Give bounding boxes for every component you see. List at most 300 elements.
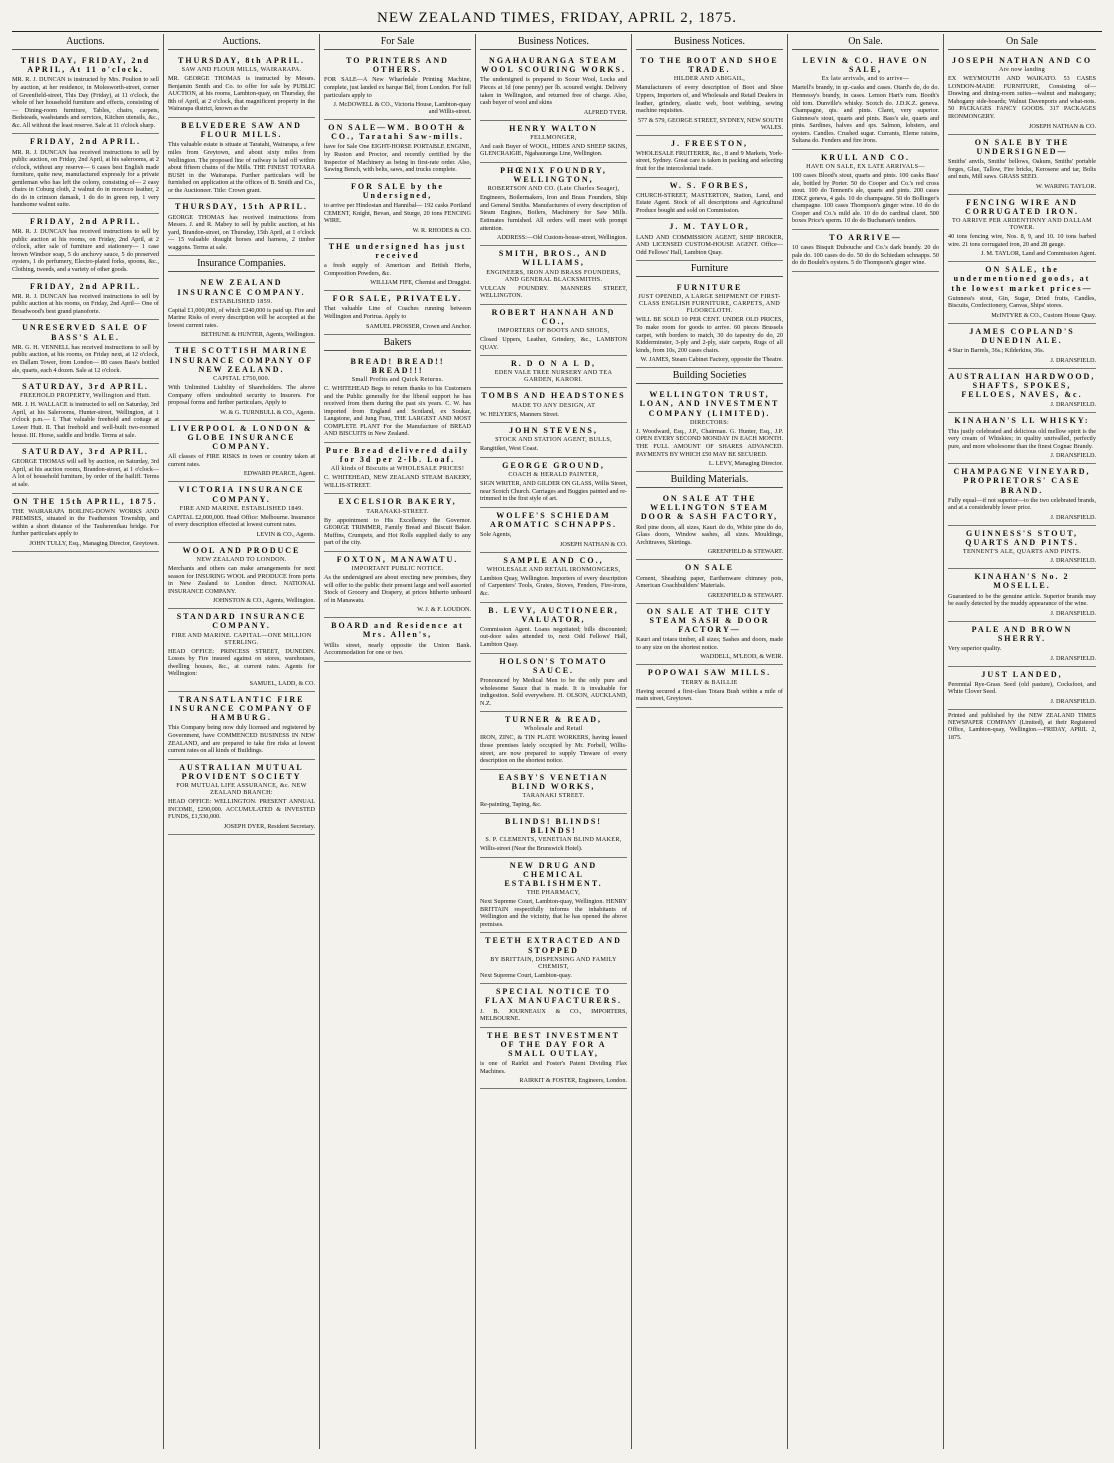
ad-subheading: TENNENT'S ALE, QUARTS AND PINTS. bbox=[962, 548, 1082, 556]
ad-headline: B. LEVY, AUCTIONEER, VALUATOR, bbox=[488, 605, 619, 624]
advertisement bbox=[480, 814, 627, 858]
advertisement bbox=[948, 369, 1096, 414]
ad-headline: HOLSON'S TOMATO SAUCE. bbox=[499, 656, 608, 675]
ad-signature: ALFRED TYER. bbox=[583, 108, 627, 116]
ad-headline: W. S. FORBES, bbox=[669, 180, 750, 190]
ad-headline: NEW ZEALAND INSURANCE COMPANY. bbox=[177, 278, 306, 297]
ad-body-text: Merchants and others can make arrangements for next season for INSURING WOOL and PRODUCE from ports in New Zealand to London direct. NATIONAL INSURANCE COMPANY. bbox=[168, 565, 315, 595]
ad-body-text: Perennial Rye-Grass Seed (old pasture), Cocksfoot, and White Clover Seed. bbox=[948, 680, 1096, 696]
advertisement bbox=[948, 667, 1096, 710]
columns-container bbox=[8, 34, 1106, 1449]
ad-body-text: Kauri and totara timber, all sizes; Sashes and doors, made to any size on the shortest notice. bbox=[636, 636, 783, 651]
ad-body-text: Lambton Quay, Wellington. Importers of every description of Carpenters' Tools, Grates, Stoves, Fenders, Fire-irons, &c. bbox=[480, 574, 627, 597]
ad-headline: TURNER & READ, bbox=[504, 715, 603, 725]
advertisement bbox=[168, 760, 315, 835]
advertisement bbox=[324, 443, 471, 495]
ad-body-text: C. WHITEHEAD Begs to return thanks to his Customers and the Public generally for the liberal support he has received from them during the past six years. C. W. has imported from England and Scotland, ex Soukar, Langstone, and Jung Frau, THE LARGEST AND MOST COMPLETE PLANT For the Manufacture of BREAD AND BISCUITS in New Zealand. bbox=[324, 384, 471, 438]
ad-body-text: to arrive per Hindostan and Hannibal— 192 casks Portland CEMENT, Knight, Bevan, and Sturge, 20 tons FENCING WIRE. bbox=[324, 202, 471, 225]
ad-subheading: TARANAKI-STREET. bbox=[366, 507, 429, 515]
advertisement bbox=[636, 604, 783, 666]
advertisement bbox=[480, 388, 627, 423]
ad-headline: SAMPLE AND CO., bbox=[503, 555, 604, 565]
advertisement bbox=[12, 53, 159, 134]
ad-headline: BELVEDERE SAW AND FLOUR MILLS. bbox=[181, 121, 302, 140]
ad-body-text: GEORGE THOMAS will sell by auction, on Saturday, 3rd April, at his auction rooms, Brandon-street, at 1 o'clock— A lot of household furniture, by order of the bailiff. Terms at sale. bbox=[12, 458, 159, 488]
ad-body-text: 100 cases Blood's stout, quarts and pints. 100 casks Bass' ale, bottled by Porter. 50 do Cooper and Co.'s red cross stout. 100 do Tennent's ale, quarts and pints. 200 cases JDKZ geneva, 4 gals. 10 do champagne. 50 do Bollinger's champagne. 100 cases Thompson's ginger wine. 10 do do Cooper and Co.'s mild ale. 10 do do cardinal claret. 500 boxes Price's sperm. 10 do do Buchanan's tenders. bbox=[792, 172, 939, 225]
ad-body-text: a fresh supply of American and British Herbs, Composition Powders, &c. bbox=[324, 262, 471, 277]
ad-signature: BETHUNE & HUNTER, Agents, Wellington. bbox=[200, 331, 315, 339]
ad-headline: VICTORIA INSURANCE COMPANY. bbox=[178, 485, 305, 504]
ad-subheading: FREEHOLD PROPERTY, Wellington and Hutt. bbox=[20, 392, 151, 400]
ad-headline: BLINDS! BLINDS! BLINDS! bbox=[505, 816, 602, 835]
ad-body-text: 4 Star in Barrels, 36s.; Kilderkins, 36s. bbox=[948, 347, 1045, 355]
ad-headline: KINAHAN'S LL WHISKY: bbox=[954, 416, 1090, 426]
advertisement bbox=[324, 552, 471, 618]
ad-headline: KINAHAN'S No. 2 MOSELLE. bbox=[974, 572, 1070, 591]
ad-body-text: 40 tons fencing wire, Nos. 8, 9, and 10. 10 tons barbed wire. 21 tons corrugated iron, 20 and 28 gauge. bbox=[948, 233, 1096, 248]
ad-subheading: FIRE AND MARINE. ESTABLISHED 1849. bbox=[179, 504, 304, 512]
ad-body-text: Smiths' anvils, Smiths' bellows, Oakum, Smiths' portable forges, Glue, Tallow, Fire bricks, Kerosene and tar, Bolts and nuts, Mill saws. GRASS SEED. bbox=[948, 157, 1096, 181]
ad-headline: THE undersigned has just received bbox=[328, 241, 467, 260]
ad-body-text: J. Woodward, Esq., J.P., Chairman. G. Hunter, Esq., J.P. OPEN EVERY SECOND MONDAY IN EACH MONTH. THE FULL AMOUNT OF SHARES ADVANCED. PAYMENTS BY WHICH £50 MAY BE SECURED. bbox=[636, 427, 783, 458]
ad-body-text: Capital £1,000,000, of which £240,000 is paid up. Fire and Marine Risks of every description will be accepted at the lowest current rates. bbox=[168, 306, 315, 329]
section-heading: Building Materials. bbox=[636, 472, 783, 488]
ad-body-text: This Company being now duly licensed and registered by Government, have COMMENCED BUSINESS IN NEW ZEALAND, and are prepared to take fire risks at lowest current rates on all kinds of Buildings. bbox=[168, 724, 315, 755]
imprint-footer: Printed and published by the NEW ZEALAND TIMES NEWSPAPER COMPANY (Limited), at their Registered Office, Lambton-quay, Wellington.—FRIDAY, APRIL 2, 1875. bbox=[948, 713, 1096, 741]
advertisement bbox=[792, 53, 939, 150]
ad-headline: ON SALE, the undermentioned goods, at the lowest market prices— bbox=[951, 265, 1093, 293]
ad-body-text: Having secured a first-class Totara Bush within a mile of main street, Greytown. bbox=[636, 687, 783, 703]
ad-body-text: VULCAN FOUNDRY. MANNERS STREET, WELLINGTON. bbox=[480, 284, 627, 300]
ad-headline: TO PRINTERS AND OTHERS. bbox=[346, 56, 449, 75]
ad-subheading: Are now landing bbox=[998, 66, 1046, 74]
section-heading: Auctions. bbox=[168, 34, 315, 50]
ad-body-text: J. B. JOURNEAUX & CO., IMPORTERS, MELBOURNE. bbox=[480, 1007, 627, 1023]
ad-body-text: Guaranteed to be the genuine article. Superior brands may be easily detected by the muddy appearance of the wine. bbox=[948, 592, 1096, 608]
ad-subheading: FELLMONGER, bbox=[530, 133, 577, 141]
ad-headline: FURNITURE bbox=[676, 283, 743, 293]
ad-signature: L. LEVY, Managing Director. bbox=[708, 460, 783, 468]
ad-subheading: CAPITAL £750,000. bbox=[213, 374, 270, 382]
ad-headline: AUSTRALIAN MUTUAL PROVIDENT SOCIETY bbox=[179, 762, 304, 781]
column-6 bbox=[788, 34, 944, 1449]
advertisement bbox=[324, 179, 471, 239]
ad-body-text: CAPITAL £2,000,000. Head Office: Melbourne. Insurance of every description effected at lowest current rates. bbox=[168, 513, 315, 529]
ad-signature: W. R. RHODES & CO. bbox=[412, 226, 471, 234]
ad-body-text: Next Supreme Court, Lambton-quay. bbox=[480, 971, 572, 979]
advertisement bbox=[480, 603, 627, 654]
ad-signature: J. DRANSFIELD. bbox=[1050, 557, 1096, 565]
ad-signature: J. DRANSFIELD. bbox=[1050, 401, 1096, 409]
ad-headline: TRANSATLANTIC FIRE INSURANCE COMPANY OF HAMBURG. bbox=[169, 694, 314, 723]
ad-headline: FOR SALE, PRIVATELY. bbox=[332, 294, 463, 304]
ad-body-text: Cement, Sheathing paper, Earthenware chimney pots, American Coachbuilders' Materials. bbox=[636, 574, 783, 590]
ad-body-text: Fully equal—if not superior—to the two celebrated brands, and at a considerably lower price. bbox=[948, 496, 1096, 512]
ad-subheading: STOCK AND STATION AGENT, BULLS, bbox=[495, 436, 612, 444]
ad-headline: TEETH EXTRACTED AND STOPPED bbox=[485, 936, 622, 955]
ad-headline: NGAHAURANGA STEAM WOOL SCOURING WORKS. bbox=[481, 56, 626, 75]
ad-body-text: is one of Rairkit and Foster's Patent Dividing Flax Machines. bbox=[480, 1060, 627, 1075]
ad-headline: THIS DAY, FRIDAY, 2nd APRIL, At 11 o'clock. bbox=[20, 56, 151, 75]
ad-subheading: HAVE ON SALE, EX LATE ARRIVALS— bbox=[806, 163, 925, 171]
advertisement bbox=[12, 379, 159, 444]
advertisement bbox=[168, 543, 315, 609]
advertisement bbox=[480, 654, 627, 713]
ad-subheading: IMPORTERS OF BOOTS AND SHOES, bbox=[497, 327, 610, 334]
ad-signature: WADDELL, M'LEOD, & WEIR. bbox=[700, 653, 783, 661]
section-heading: On Sale bbox=[948, 34, 1096, 50]
advertisement bbox=[324, 239, 471, 292]
ad-body-text: With Unlimited Liability of Shareholders. The above Company offers undoubted security to Insurers. For proposal forms and further particulars, Apply to bbox=[168, 383, 315, 407]
ad-signature: GREENFIELD & STEWART. bbox=[707, 591, 783, 599]
ad-headline: FENCING WIRE AND CORRUGATED IRON. bbox=[964, 197, 1080, 216]
ad-body-text: All classes of FIRE RISKS in town or country taken at current rates. bbox=[168, 453, 315, 468]
ad-body-text: Sole Agents, bbox=[480, 531, 512, 539]
ad-headline: J. M. TAYLOR, bbox=[669, 222, 750, 232]
ad-subheading: EDEN VALE TREE NURSERY AND TEA GARDEN, KARORI. bbox=[494, 369, 613, 384]
advertisement bbox=[636, 560, 783, 603]
ad-subheading: BY BRITTAIN, DISPENSING AND FAMILY CHEMIST, bbox=[490, 955, 617, 970]
ad-body-text: MR. R. J. DUNCAN is instructed by Mrs. Poulton to sell by auction, at her residence, in Molesworth-street, corner of Greenfield-street, This Day (Friday), at 11 o'clock, the whole of her household furniture and effects, consisting of— Dining-room furniture, Tables, chairs, carpets, Bedsteads, washstands and services, Kitchen utensils, &c., &c. All without the least reserve. Sale at 11 o'clock sharp. bbox=[12, 76, 159, 129]
advertisement bbox=[480, 712, 627, 769]
section-heading: Building Societies bbox=[636, 368, 783, 384]
ad-body-text: Martell's brandy, in qr.-casks and cases. Otard's do, do do. Hennessy's brandy, in cases. Lemon Hart's rum. Booth's old tom. Dunville's whisky. Scotch do. J.D.K.Z. geneva. Champagne, qts. and pints. Claret, very superior. Guinness's stout, quarts and pints. Bass's ale, quarts and pints. Sardines, halves and qrs. Salmon, lobsters, and oysters. Candles. Crushed sugar. Currants, Eleme raisins, Sultana do. Fenders and fire irons. bbox=[792, 84, 939, 145]
advertisement bbox=[636, 136, 783, 178]
ad-signature: J. DRANSFIELD. bbox=[1050, 452, 1096, 460]
ad-body-text: Rangitikei, West Coast. bbox=[480, 445, 539, 453]
advertisement bbox=[948, 464, 1096, 526]
ad-body-text: Commission Agent. Loans negotiated; bills discounted; out-door sales attended to, next Odd Fellows' Hall, Lambton Quay. bbox=[480, 625, 627, 648]
ad-headline: THURSDAY, 8th APRIL. bbox=[178, 56, 305, 65]
ad-headline: JOSEPH NATHAN AND CO bbox=[951, 56, 1093, 65]
section-heading: Bakers bbox=[324, 335, 471, 351]
ad-subheading: TERRY & BAILLIE bbox=[681, 678, 738, 686]
ad-body-text: Next Supreme Court, Lambton-quay, Wellington. HENRY BRITTAIN respectfully informs the inhabitants of Wellington and the vicinity, that he has opened the above premises. bbox=[480, 898, 627, 928]
ad-headline: FRIDAY, 2nd APRIL. bbox=[30, 137, 141, 147]
advertisement bbox=[636, 53, 783, 136]
advertisement bbox=[168, 421, 315, 483]
ad-headline: SATURDAY, 3rd APRIL. bbox=[22, 447, 149, 457]
ad-signature: JOSEPH NATHAN & CO. bbox=[559, 540, 627, 548]
ad-body-text: The undersigned is prepared to Scour Wool, Locks and Pieces at 1d (one penny) per lb. scoured weight. Delivery taken in Wellington, and returned free of charge. Also, cash buyer of wool and skins bbox=[480, 76, 627, 107]
ad-body-text: Closed Uppers, Leather, Grindery, &c., LAMBTON QUAY. bbox=[480, 336, 627, 351]
column-2 bbox=[164, 34, 320, 1449]
ad-subheading: TO ARRIVE PER ARDENTINNY AND DALLAM TOWER. bbox=[952, 217, 1092, 231]
advertisement bbox=[480, 121, 627, 163]
ad-signature: ADDRESS:—Old Custom-house-street, Wellington. bbox=[496, 234, 627, 242]
advertisement bbox=[480, 984, 627, 1028]
advertisement bbox=[480, 553, 627, 603]
ad-headline: TO ARRIVE— bbox=[829, 233, 902, 242]
section-heading: Furniture bbox=[636, 261, 783, 277]
ad-signature: J. DRANSFIELD. bbox=[1050, 356, 1096, 364]
advertisement bbox=[948, 526, 1096, 569]
ad-subheading: HILDER AND ABIGAIL, bbox=[673, 75, 746, 83]
ad-headline: JUST LANDED, bbox=[981, 669, 1063, 679]
ad-body-text: HEAD OFFICE: PRINCESS STREET, DUNEDIN. Losses by Fire insured against on stores, warehouses, dwelling houses, &c., at current rates. Agents for Wellington: bbox=[168, 647, 315, 678]
ad-body-text: As the undersigned are about erecting new premises, they will offer to the public their present large and well assorted Stock of Grocery and Drapery, at prices hitherto unheard of in Manawatu. bbox=[324, 574, 471, 604]
advertisement bbox=[480, 1028, 627, 1090]
ad-headline: JOHN STEVENS, bbox=[509, 426, 598, 436]
ad-headline: THE SCOTTISH MARINE INSURANCE COMPANY OF NEW ZEALAND. bbox=[169, 346, 314, 374]
ad-subheading: SAW AND FLOUR MILLS, WAIRARAPA. bbox=[181, 66, 302, 74]
ad-body-text: Guinness's stout, Gin, Sugar, Dried fruits, Candles, Biscuits, Confectionery, Canvas, Ships' stores. bbox=[948, 294, 1096, 310]
ad-signature: McINTYRE & CO., Custom House Quay. bbox=[991, 311, 1096, 319]
ad-subheading: TARANAKI STREET. bbox=[522, 792, 585, 799]
ad-headline: WOLFE'S SCHIEDAM AROMATIC SCHNAPPS. bbox=[490, 510, 617, 529]
ad-headline: FOXTON, MANAWATU. bbox=[336, 554, 459, 564]
ad-body-text: MR. R. J. DUNCAN has received instructions to sell by public auction at his rooms, on Friday, 2nd April— One of Broadwood's best grand pianoforte. bbox=[12, 292, 159, 315]
ad-body-text: Red pine doors, all sizes, Kauri do do, White pine do do, Glass doors, Window sashes, all sizes. Mouldings, Architraves, Skirtings. bbox=[636, 523, 783, 546]
ad-subheading: WHOLESALE AND RETAIL IRONMONGERS, bbox=[486, 565, 621, 573]
advertisement bbox=[636, 665, 783, 707]
ad-headline: TOMBS AND HEADSTONES bbox=[481, 391, 626, 401]
ad-headline: BOARD and Residence at Mrs. Allen's, bbox=[331, 621, 464, 640]
ad-headline: ON SALE—WM. BOOTH & CO., Taratahi Saw-mills. bbox=[328, 123, 467, 142]
ad-body-text: And cash Buyer of WOOL, HIDES AND SHEEP SKINS, GLENCRAIGIE, Ngahauranga Line, Wellington. bbox=[480, 142, 627, 158]
ad-signature: 577 & 579, GEORGE STREET, SYDNEY, NEW SOUTH WALES. bbox=[637, 116, 783, 131]
column-3 bbox=[320, 34, 476, 1449]
ad-headline: FOR SALE by the Undersigned, bbox=[351, 181, 444, 200]
ad-body-text: FOR SALE—A New Wharfedale Printing Machine, complete, just landed ex barque Bel, from London. For full particulars apply to bbox=[324, 76, 471, 99]
ad-body-text: Willis street, nearly opposite the Union Bank. Accommodation for one or two. bbox=[324, 641, 471, 657]
advertisement bbox=[324, 53, 471, 120]
section-heading: For Sale bbox=[324, 34, 471, 50]
advertisement bbox=[168, 343, 315, 420]
ad-subheading: JUST OPENED, A LARGE SHIPMENT OF FIRST-CLASS ENGLISH FURNITURE, CARPETS, AND FLOORCLOTH. bbox=[638, 293, 781, 315]
column-5 bbox=[632, 34, 788, 1449]
ad-headline: KRULL AND CO. bbox=[821, 152, 910, 162]
advertisement bbox=[948, 262, 1096, 324]
ad-body-text: SIGN WRITER, AND GILDER ON GLASS, Willis Street, near Scotch Church. Carriages and Buggies painted and re-trimmed in the first style of art. bbox=[480, 480, 627, 503]
ad-body-text: Re-painting, Taping, &c. bbox=[480, 801, 542, 808]
section-heading: On Sale. bbox=[792, 34, 939, 50]
ad-signature: W. J. & F. LOUDON. bbox=[417, 606, 471, 614]
ad-signature: J. DRANSFIELD. bbox=[1050, 698, 1096, 705]
ad-headline: SMITH, BROS., AND WILLIAMS, bbox=[498, 249, 609, 268]
advertisement bbox=[480, 458, 627, 508]
ad-headline: FRIDAY, 2nd APRIL. bbox=[30, 281, 141, 291]
ad-headline: BREAD! BREAD!! BREAD!!! bbox=[350, 356, 445, 375]
section-heading: Business Notices. bbox=[636, 34, 783, 50]
ad-body-text: HEAD OFFICE: WELLINGTON. PRESENT ANNUAL INCOME, £290,000. ACCUMULATED & INVESTED FUNDS, £1,530,000. bbox=[168, 798, 315, 821]
advertisement bbox=[792, 230, 939, 272]
ad-subheading: THE PHARMACY, bbox=[526, 889, 581, 897]
ad-signature: W. & G. TURNBULL & CO., Agents. bbox=[220, 408, 315, 416]
ad-body-text: This valuable estate is situate at Taratahi, Wairarapa, a few miles from Greytown, and about sixty miles from Wellington. The proposed line of railway is laid off within about fifteen chains of the Mills. THE FINEST TOTARA BUSH in the Wairarapa. Further particulars will be furnished on application at the offices of B. Smith and Co., or the Auctioneer. Title: Crown grant. bbox=[168, 141, 315, 194]
advertisement bbox=[12, 214, 159, 279]
advertisement bbox=[168, 482, 315, 543]
advertisement bbox=[792, 150, 939, 230]
ad-subheading: Ex late arrivals, and to arrive— bbox=[821, 75, 910, 83]
ad-headline: ROBERT HANNAH AND CO., bbox=[491, 307, 616, 326]
ad-headline: ON SALE bbox=[685, 563, 734, 573]
ad-signature: LEVIN & CO., Agents. bbox=[256, 530, 315, 538]
ad-signature: JOHN TULLY, Esq., Managing Director, Greytown. bbox=[29, 539, 159, 547]
ad-body-text: MR. J. H. WALLACE is instructed to sell on Saturday, 3rd April, at his Salerooms, Hunter-street, Wellington, at 1 o'clock p.m.— I. That valuable freehold and cottage at Lower Hutt. II. That freehold and well-built two-roomed house. III. Horse, saddle and bridle. Terms at sale. bbox=[12, 401, 159, 439]
advertisement bbox=[948, 53, 1096, 135]
ad-headline: ON SALE AT THE CITY STEAM SASH & DOOR FACTORY— bbox=[646, 606, 773, 634]
ad-headline: EASBY'S VENETIAN BLIND WORKS, bbox=[498, 772, 609, 791]
ad-body-text: By appointment to His Excellency the Governor. GEORGE TRIMMER, Family Bread and Biscuit Baker. Muffins, Crumpets, and Hot Rolls supplied daily to any part of the city. bbox=[324, 516, 471, 547]
section-heading: Auctions. bbox=[12, 34, 159, 50]
ad-body-text: THE WAIRARAPA BOILING-DOWN WORKS AND PREMISES, situated in the Featherston Township, and within a short distance of the Tauherenikau bridge. For further particulars apply to bbox=[12, 507, 159, 538]
advertisement bbox=[168, 53, 315, 118]
advertisement bbox=[636, 491, 783, 560]
advertisement bbox=[480, 770, 627, 814]
ad-headline: EXCELSIOR BAKERY, bbox=[338, 497, 457, 507]
advertisement bbox=[948, 324, 1096, 369]
ad-headline: NEW DRUG AND CHEMICAL ESTABLISHMENT. bbox=[504, 860, 603, 888]
ad-body-text: WILL BE SOLD 10 PER CENT. UNDER OLD PRICES, To make room for goods to arrive. 60 pieces Brussels carpet, with borders to match, 30 do tapestry do do, 20 Kidderminster, 3-ply and 2-ply, stair carpets, Rugs of all kinds, from 10s, 200 cases chairs. bbox=[636, 316, 783, 354]
column-7 bbox=[944, 34, 1100, 1449]
ad-body-text: MR. G. H. VENNELL has received instructions to sell by public auction, at his rooms, on Friday next, at 12 o'clock, ex Dallam Tower, from London— 80 cases Bass's bottled ale, quarts, each 4 dozen. Sale at 12 o'clock. bbox=[12, 343, 159, 374]
advertisement bbox=[948, 195, 1096, 263]
ad-body-text: Manufacturers of every description of Boot and Shoe Uppers, Importers of, and Wholesale and Retail Dealers in leather, grindery, elastic web, boot webbing, sewing machine requisites. bbox=[636, 84, 783, 115]
advertisement bbox=[324, 354, 471, 443]
ad-headline: POPOWAI SAW MILLS. bbox=[647, 668, 772, 678]
ad-signature: J. DRANSFIELD. bbox=[1050, 513, 1096, 521]
ad-headline: WOOL AND PRODUCE bbox=[182, 545, 301, 555]
ad-body-text: Pronounced by Medical Men to be the only pure and wholesome Sauce that is made. It is invaluable for indigestion. Sold everywhere. H. OLSON, AUCKLAND, N.Z. bbox=[480, 676, 627, 707]
ad-body-text: WHOLESALE FRUITERER, &c., 8 and 9 Markets, York-street, Sydney. Great care is taken in packing and selecting fruit for the intercolonial trade. bbox=[636, 149, 783, 172]
ad-body-text: This justly celebrated and delicious old mellow spirit is the very cream of Whiskies; in quality unrivalled, perfectly pure, and more wholesome than the finest Cognac Brandy. bbox=[948, 427, 1096, 450]
advertisement bbox=[480, 933, 627, 984]
advertisement bbox=[636, 178, 783, 220]
advertisement bbox=[480, 163, 627, 246]
ad-headline: PHŒNIX FOUNDRY, WELLINGTON, bbox=[500, 165, 607, 185]
ad-headline: STANDARD INSURANCE COMPANY. bbox=[176, 612, 307, 631]
advertisement bbox=[324, 618, 471, 662]
advertisement bbox=[948, 622, 1096, 667]
ad-subheading: S. P. CLEMENTS, VENETIAN BLIND MAKER, bbox=[485, 835, 622, 843]
ad-signature: J. DRANSFIELD. bbox=[1050, 609, 1096, 617]
ad-body-text: MR. GEORGE THOMAS is instructed by Messrs. Benjamin Smith and Co. to offer for sale by PUBLIC AUCTION, at his rooms, Lambton-quay, on Thursday, the 8th of April, at 2 o'clock, that magnificent property in the Wairarapa district, known as the bbox=[168, 75, 315, 113]
advertisement bbox=[168, 118, 315, 199]
ad-signature: W. JAMES, Steam Cabinet Factory, opposite the Theatre. bbox=[640, 356, 783, 364]
ad-signature: RAIRKIT & FOSTER, Engineers, London. bbox=[519, 1077, 627, 1085]
ad-body-text: W. HELYER'S, Manners Street. bbox=[480, 410, 559, 418]
advertisement bbox=[12, 134, 159, 214]
ad-subheading: ENGINEERS, IRON AND BRASS FOUNDERS, AND GENERAL BLACKSMITHS. bbox=[486, 268, 621, 283]
ad-subheading: ESTABLISHED 1859. bbox=[210, 297, 273, 305]
ad-subheading: FIRE AND MARINE. CAPITAL—ONE MILLION STERLING. bbox=[171, 631, 312, 646]
ad-headline: GUINNESS'S STOUT, QUARTS AND PINTS. bbox=[965, 528, 1079, 548]
ad-body-text: GEORGE THOMAS has received instructions from Messrs. J. and R. Mabey to sell by public auction, at his yard, Brandon-street, on Thursday, 15th April, at 1 o'clock— 15 valuable draught horses and harness, 2 timber waggons. Terms at sale. bbox=[168, 213, 315, 251]
advertisement bbox=[168, 199, 315, 256]
ad-subheading: NEW ZEALAND TO LONDON. bbox=[196, 556, 287, 563]
ad-signature: EDWARD PEARCE, Agent. bbox=[243, 470, 315, 478]
advertisement bbox=[12, 444, 159, 493]
advertisement bbox=[636, 219, 783, 261]
advertisement bbox=[480, 305, 627, 357]
masthead: NEW ZEALAND TIMES, FRIDAY, APRIL 2, 1875. bbox=[12, 10, 1102, 32]
ad-body-text: Engineers, Boilermakers, Iron and Brass Founders, Ship and General Smiths. Manufacturers of every description of Steam Engines, Boilers, Machinery for Saw Mills. Estimates furnished. All orders will meet with prompt attention. bbox=[480, 194, 627, 232]
ad-headline: THURSDAY, 15th APRIL. bbox=[175, 202, 308, 212]
advertisement bbox=[480, 858, 627, 934]
ad-signature: W. WARING TAYLOR. bbox=[1035, 182, 1096, 190]
ad-subheading: Small Profits and Quick Returns. bbox=[351, 375, 444, 383]
ad-signature: WILLIAM FIFE, Chemist and Druggist. bbox=[370, 279, 471, 287]
advertisement bbox=[168, 692, 315, 760]
ad-headline: THE BEST INVESTMENT OF THE DAY FOR A SMALL OUTLAY, bbox=[487, 1030, 620, 1059]
advertisement bbox=[948, 569, 1096, 622]
ad-signature: J. McDOWELL & CO., Victoria House, Lambton-quay and Willis-street. bbox=[333, 101, 471, 116]
ad-signature: SAMUEL PROSSER, Crown and Anchor. bbox=[366, 322, 471, 330]
ad-subheading: MADE TO ANY DESIGN, AT bbox=[511, 401, 596, 409]
ad-headline: WELLINGTON TRUST, LOAN, AND INVESTMENT COMPANY (LIMITED). bbox=[639, 390, 780, 418]
ad-headline: ON SALE BY THE UNDERSIGNED— bbox=[974, 137, 1070, 156]
ad-body-text: MR. R. J. DUNCAN has received instructions to sell by public auction, on Friday, 2nd April, at his salerooms, at 2 o'clock, without any reserve— 6 cases best English made furniture, quite new, manufactured expressly for a private gentleman who has left the colony, consisting of— 2 easy chairs in Coburg cloth, 2 walnut do in morocco leather, 2 do do in crimson damask, 1 do do in green rep, 1 very handsome walnut suite. bbox=[12, 148, 159, 209]
ad-headline: Pure Bread delivered daily for 3d per 2-lb. Loaf. bbox=[325, 445, 470, 465]
ad-signature: JOSEPH DYER, Resident Secretary. bbox=[223, 822, 315, 830]
column-1 bbox=[8, 34, 164, 1449]
advertisement bbox=[324, 291, 471, 334]
advertisement bbox=[480, 53, 627, 121]
ad-body-text: IRON, ZINC, & TIN PLATE WORKERS, having leased those premises lately occupied by Mr. Forbell, Willis-street, are now prepared to supply Tinware of every description on the shortest notice. bbox=[480, 734, 627, 765]
ad-signature: JOSEPH NATHAN & CO. bbox=[1028, 122, 1096, 130]
ad-subheading: Wholesale and Retail bbox=[524, 725, 583, 733]
ad-body-text: CHURCH-STREET, MASTERTON, Station, Land, and Estate Agent. Stock of all descriptions and Agricultural Produce bought and sold on Commission. bbox=[636, 191, 783, 214]
advertisement bbox=[948, 413, 1096, 464]
advertisement bbox=[12, 494, 159, 552]
ad-body-text: have for Sale One EIGHT-HORSE PORTABLE ENGINE, by Ruston and Proctor, and recently certified by the Inspector of Machinery as being in first-rate order. Also, Sawing Bench, with belts, saws, and trucks complete. bbox=[324, 143, 471, 174]
section-heading: Insurance Companies. bbox=[168, 256, 315, 272]
advertisement bbox=[12, 279, 159, 321]
advertisement bbox=[636, 387, 783, 472]
ad-headline: LIVERPOOL & LONDON & GLOBE INSURANCE COMPANY. bbox=[170, 423, 313, 451]
ad-headline: J. FREESTON, bbox=[671, 138, 748, 148]
ad-body-text: C. WHITEHEAD, NEW ZEALAND STEAM BAKERY, WILLIS-STREET. bbox=[324, 474, 471, 489]
ad-subheading: COACH & HERALD PAINTER, bbox=[508, 471, 599, 478]
ad-subheading: IMPORTANT PUBLIC NOTICE. bbox=[351, 565, 444, 572]
column-4 bbox=[476, 34, 632, 1449]
ad-headline: R. D O N A L D, bbox=[510, 359, 597, 369]
ad-headline: UNRESERVED SALE OF BASS'S ALE. bbox=[22, 323, 149, 342]
advertisement bbox=[480, 246, 627, 305]
advertisement bbox=[12, 320, 159, 379]
ad-headline: CHAMPAGNE VINEYARD, PROPRIETORS' CASE BRAND. bbox=[953, 467, 1091, 495]
advertisement bbox=[168, 275, 315, 343]
ad-body-text: MR. R. J. DUNCAN has received instructions to sell by public auction at his rooms, on Friday, 2nd April, at 2 o'clock, after sale of furniture and stationery— 1 case brown Windsor soap, 5 do anchovy sauce, 5 do preserved oysters, 1 do perfumery, Electro-plated forks, spoons, &c., Clothing, tweeds, and a variety of other goods. bbox=[12, 228, 159, 273]
ad-headline: LEVIN & CO. HAVE ON SALE, bbox=[802, 56, 929, 75]
advertisement bbox=[324, 120, 471, 179]
ad-signature: J. DRANSFIELD. bbox=[1050, 654, 1096, 662]
ad-signature: GREENFIELD & STEWART. bbox=[707, 548, 783, 556]
ad-headline: FRIDAY, 2nd APRIL. bbox=[30, 217, 141, 226]
advertisement bbox=[324, 494, 471, 551]
ad-headline: AUSTRALIAN HARDWOOD, SHAFTS, SPOKES, FELLOES, NAVES, &c. bbox=[948, 371, 1096, 400]
ad-headline: JAMES COPLAND'S DUNEDIN ALE. bbox=[969, 326, 1075, 345]
ad-subheading: FOR MUTUAL LIFE ASSURANCE, &c. NEW ZEALAND BRANCH: bbox=[176, 782, 307, 797]
ad-body-text: That valuable Line of Coaches running between Wellington and Porirua. Apply to bbox=[324, 305, 471, 320]
ad-signature: J. M. TAYLOR, Land and Commission Agent. bbox=[980, 250, 1096, 258]
ad-signature: JOHNSTON & CO., Agents, Wellington. bbox=[212, 597, 315, 605]
ad-headline: ON THE 15th APRIL, 1875. bbox=[13, 496, 158, 506]
ad-subheading: ROBERTSON AND CO. (Late Charles Seager), bbox=[487, 185, 620, 193]
section-heading: Business Notices. bbox=[480, 34, 627, 50]
ad-headline: GEORGE GROUND, bbox=[502, 460, 605, 470]
ad-body-text: Willis-street (Near the Brunswick Hotel). bbox=[480, 844, 583, 852]
ad-body-text: 10 cases Bisquit Dubouche and Co.'s dark brandy. 20 do pale do. 100 cases do do. 50 do do Schiedam schnapps. 50 do do Bouleh's oysters. 5 do Thompson's ginger wine. bbox=[792, 244, 939, 267]
advertisement bbox=[168, 609, 315, 692]
ad-headline: SATURDAY, 3rd APRIL. bbox=[22, 382, 149, 392]
advertisement bbox=[948, 135, 1096, 195]
ad-headline: PALE AND BROWN SHERRY. bbox=[971, 624, 1073, 643]
advertisement bbox=[480, 423, 627, 458]
ad-headline: TO THE BOOT AND SHOE TRADE. bbox=[640, 56, 779, 75]
ad-headline: ON SALE AT THE WELLINGTON STEAM DOOR & SASH FACTORY, bbox=[640, 494, 779, 522]
